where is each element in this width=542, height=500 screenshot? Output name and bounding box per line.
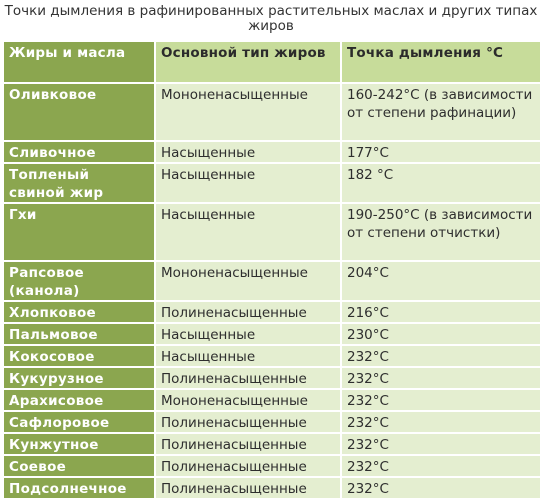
smoke-point-cell: 232°C [341,389,541,411]
fat-type-cell: Насыщенные [155,345,341,367]
fat-type-cell: Полиненасыщенные [155,411,341,433]
table-row [3,141,541,163]
fat-type-cell: Полиненасыщенные [155,455,341,477]
table-row [3,345,541,367]
table-row [3,203,541,261]
smoke-point-cell: 230°C [341,323,541,345]
smoke-point-cell: 177°C [341,141,541,163]
oil-name-cell: Кокосовое [3,345,155,367]
oil-name-cell: Сафлоровое [3,411,155,433]
oil-name-cell: Рапсовое (канола) [3,261,155,301]
smoke-point-cell: 232°C [341,411,541,433]
table-row [3,477,541,499]
oil-name-cell: Кукурузное [3,367,155,389]
header-row [3,41,541,83]
table-row [3,301,541,323]
oil-name-cell: Арахисовое [3,389,155,411]
fat-type-cell: Полиненасыщенные [155,433,341,455]
fat-type-cell: Полиненасыщенные [155,301,341,323]
smoke-point-table [2,40,542,500]
fat-type-cell: Мононенасыщенные [155,261,341,301]
header-fats: Жиры и масла [3,41,155,83]
header-fat-type: Основной тип жиров [155,41,341,83]
oil-name-cell: Хлопковое [3,301,155,323]
smoke-point-cell: 232°C [341,433,541,455]
fat-type-cell: Полиненасыщенные [155,367,341,389]
smoke-point-cell: 232°C [341,367,541,389]
oil-name-cell: Пальмовое [3,323,155,345]
oil-name-cell: Кунжутное [3,433,155,455]
table-row [3,163,541,203]
table-row [3,389,541,411]
fat-type-cell: Полиненасыщенные [155,477,341,499]
oil-name-cell: Подсолнечное [3,477,155,499]
table-row [3,367,541,389]
table-row [3,323,541,345]
header-smoke-point: Точка дымления °C [341,41,541,83]
oil-name-cell: Гхи [3,203,155,261]
smoke-point-cell: 190-250°C (в зависимости от степени отчистки) [341,203,541,261]
smoke-point-cell: 232°C [341,455,541,477]
smoke-point-cell: 232°C [341,345,541,367]
table-title: Точки дымления в рафинированных растительных маслах и других типах жиров [4,3,538,34]
oil-name-cell: Соевое [3,455,155,477]
table-row [3,411,541,433]
table-row [3,83,541,141]
smoke-point-cell: 216°C [341,301,541,323]
fat-type-cell: Насыщенные [155,163,341,203]
fat-type-cell: Насыщенные [155,323,341,345]
fat-type-cell: Насыщенные [155,141,341,163]
smoke-point-cell: 160-242°C (в зависимости от степени рафинации) [341,83,541,141]
oil-name-cell: Сливочное [3,141,155,163]
smoke-point-cell: 182 °C [341,163,541,203]
smoke-point-cell: 204°C [341,261,541,301]
fat-type-cell: Насыщенные [155,203,341,261]
table-row [3,261,541,301]
oil-name-cell: Оливковое [3,83,155,141]
oil-name-cell: Топленый свиной жир [3,163,155,203]
fat-type-cell: Мононенасыщенные [155,389,341,411]
table-row [3,433,541,455]
smoke-point-cell: 232°C [341,477,541,499]
fat-type-cell: Мононенасыщенные [155,83,341,141]
